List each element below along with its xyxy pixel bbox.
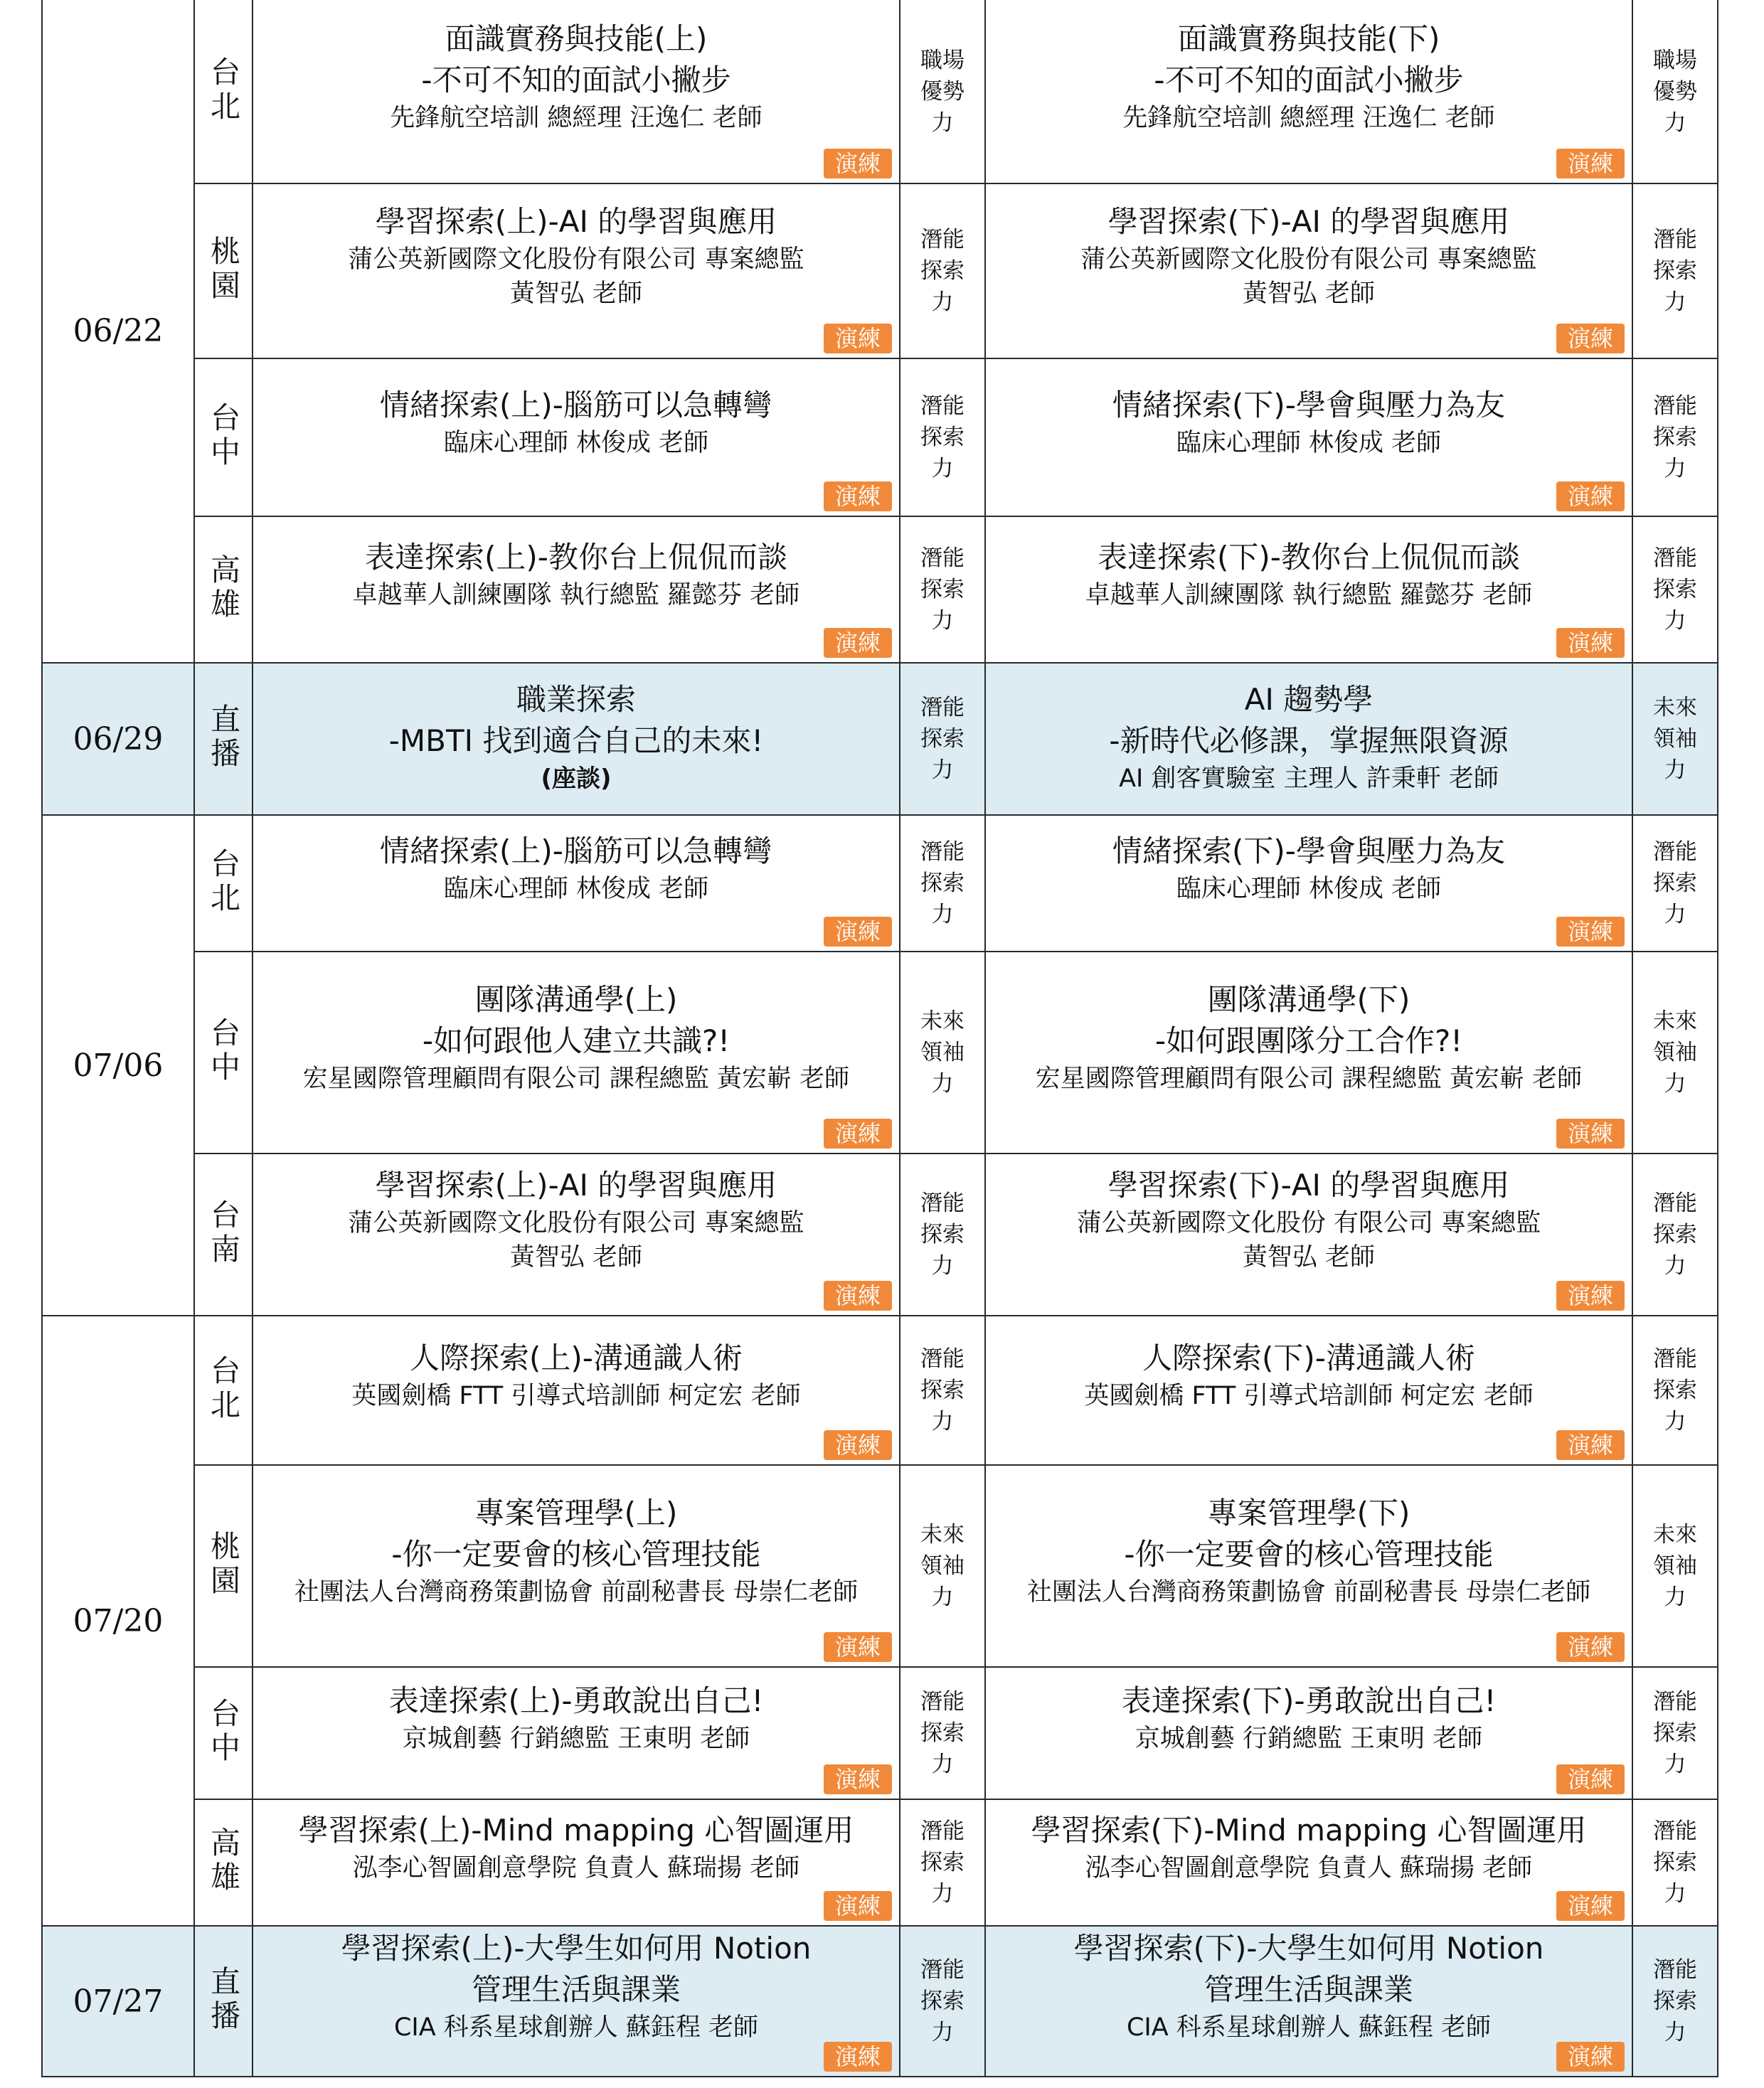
practice-badge[interactable]: 演練	[824, 917, 892, 947]
practice-badge[interactable]: 演練	[1556, 481, 1625, 511]
category-label: 潛能探索力	[1653, 393, 1697, 481]
practice-badge[interactable]: 演練	[1556, 1891, 1625, 1921]
course-teacher-name: 黃智弘 老師	[509, 1243, 643, 1272]
date-cell: 06/22	[42, 0, 194, 663]
table-row	[42, 183, 1718, 358]
table-row	[42, 0, 1718, 183]
category-cell	[900, 815, 985, 952]
table-row	[42, 1667, 1718, 1799]
city-cell	[194, 0, 253, 183]
city-cell	[194, 1667, 253, 1799]
course-right	[985, 1154, 1632, 1316]
category-cell	[900, 0, 985, 183]
course-teacher-name: 黃智弘 老師	[1242, 279, 1376, 308]
date-cell: 07/06	[42, 815, 194, 1316]
course-left	[253, 1316, 900, 1465]
table-row	[42, 1926, 1718, 2077]
category-label: 未來領袖力	[920, 1522, 965, 1610]
category-label: 潛能探索力	[920, 1689, 965, 1777]
table-row	[42, 358, 1718, 516]
course-note: (座談)	[541, 765, 612, 793]
course-right	[985, 663, 1632, 815]
city-label: 台北	[206, 848, 241, 916]
category-cell	[1632, 1465, 1718, 1667]
course-left	[253, 183, 900, 358]
course-subtitle: 管理生活與課業	[1204, 1972, 1413, 2007]
category-label: 未來領袖力	[1653, 1008, 1697, 1097]
course-right	[985, 516, 1632, 663]
course-right	[985, 1799, 1632, 1926]
city-cell	[194, 663, 253, 815]
course-teacher: 英國劍橋 FTT 引導式培訓師 柯定宏 老師	[351, 1382, 801, 1410]
city-cell	[194, 358, 253, 516]
course-subtitle: -不可不知的面試小撇步	[421, 62, 731, 97]
course-title: 職業探索	[516, 682, 636, 717]
category-label: 潛能探索力	[920, 839, 965, 927]
course-left	[253, 952, 900, 1154]
table-row	[42, 952, 1718, 1154]
table-row	[42, 1465, 1718, 1667]
course-right	[985, 183, 1632, 358]
course-teacher: 卓越華人訓練團隊 執行總監 羅懿芬 老師	[1085, 581, 1533, 609]
course-teacher: 先鋒航空培訓 總經理 汪逸仁 老師	[390, 103, 763, 132]
category-cell	[900, 516, 985, 663]
city-cell	[194, 1799, 253, 1926]
category-cell	[900, 1667, 985, 1799]
date-cell: 07/27	[42, 1926, 194, 2077]
city-label: 台中	[206, 402, 241, 470]
city-label: 台北	[206, 1355, 241, 1423]
course-teacher: 先鋒航空培訓 總經理 汪逸仁 老師	[1122, 103, 1495, 132]
category-label: 潛能探索力	[1653, 227, 1697, 315]
course-teacher: CIA 科系星球創辦人 蘇鈺程 老師	[1126, 2013, 1492, 2042]
course-teacher: 蒲公英新國際文化股份有限公司 專案總監	[1080, 245, 1537, 274]
course-left	[253, 358, 900, 516]
city-label: 高雄	[206, 1827, 241, 1895]
table-row	[42, 516, 1718, 663]
course-title: 學習探索(上)-AI 的學習與應用	[375, 204, 777, 239]
category-cell	[900, 1926, 985, 2077]
city-cell	[194, 1926, 253, 2077]
table-row	[42, 1316, 1718, 1465]
course-teacher-name: 黃智弘 老師	[509, 279, 643, 308]
course-title: 學習探索(下)-Mind mapping 心智圖運用	[1031, 1813, 1587, 1848]
city-label: 台南	[206, 1199, 241, 1267]
course-left	[253, 1926, 900, 2077]
category-cell	[1632, 1799, 1718, 1926]
category-label: 潛能探索力	[1653, 1818, 1697, 1907]
table-row	[42, 1154, 1718, 1316]
course-teacher: 蒲公英新國際文化股份有限公司 專案總監	[348, 245, 804, 274]
category-cell	[1632, 358, 1718, 516]
table-row	[42, 815, 1718, 952]
category-cell	[900, 1154, 985, 1316]
city-label: 台中	[206, 1698, 241, 1766]
category-cell	[900, 663, 985, 815]
practice-badge[interactable]: 演練	[824, 1891, 892, 1921]
category-label: 潛能探索力	[920, 1957, 965, 2045]
course-left	[253, 0, 900, 183]
course-teacher: 社團法人台灣商務策劃協會 前副秘書長 母崇仁老師	[1026, 1578, 1591, 1607]
course-teacher-name: 黃智弘 老師	[1242, 1243, 1376, 1272]
practice-badge[interactable]: 演練	[1556, 917, 1625, 947]
course-subtitle: 管理生活與課業	[471, 1972, 681, 2007]
city-label: 台中	[206, 1017, 241, 1085]
course-title: 表達探索(下)-教你台上侃侃而談	[1098, 540, 1520, 575]
course-teacher: 臨床心理師 林俊成 老師	[443, 429, 709, 457]
course-title: 專案管理學(上)	[474, 1496, 678, 1530]
city-label: 台北	[206, 55, 241, 124]
category-label: 潛能探索力	[1653, 839, 1697, 927]
category-cell	[1632, 1316, 1718, 1465]
category-label: 潛能探索力	[920, 1818, 965, 1907]
city-cell	[194, 1154, 253, 1316]
course-teacher: 蒲公英新國際文化股份有限公司 專案總監	[348, 1209, 804, 1237]
course-left	[253, 663, 900, 815]
category-cell	[1632, 663, 1718, 815]
table-row	[42, 663, 1718, 815]
course-teacher: CIA 科系星球創辦人 蘇鈺程 老師	[393, 2013, 759, 2042]
practice-badge[interactable]: 演練	[824, 324, 892, 353]
course-teacher: 臨床心理師 林俊成 老師	[1176, 429, 1442, 457]
course-title: 學習探索(下)-AI 的學習與應用	[1107, 1168, 1510, 1203]
category-cell	[900, 1799, 985, 1926]
category-label: 潛能探索力	[1653, 1957, 1697, 2045]
practice-badge[interactable]: 演練	[1556, 1632, 1625, 1662]
practice-badge[interactable]: 演練	[824, 1430, 892, 1460]
practice-badge[interactable]: 演練	[824, 628, 892, 658]
course-subtitle: -你一定要會的核心管理技能	[391, 1537, 761, 1572]
practice-badge[interactable]: 演練	[1556, 1281, 1625, 1311]
practice-badge[interactable]: 演練	[824, 1764, 892, 1794]
course-title: AI 趨勢學	[1244, 682, 1374, 717]
category-cell	[900, 952, 985, 1154]
city-cell	[194, 183, 253, 358]
course-title: 面識實務與技能(下)	[1177, 21, 1440, 56]
category-cell	[1632, 815, 1718, 952]
course-title: 團隊溝通學(上)	[474, 982, 678, 1017]
course-title: 人際探索(下)-溝通識人術	[1142, 1341, 1475, 1375]
course-teacher: 宏星國際管理顧問有限公司 課程總監 黃宏嶄 老師	[302, 1065, 850, 1093]
city-label: 直播	[206, 1966, 241, 2034]
category-label: 潛能探索力	[1653, 1346, 1697, 1434]
course-title: 情緒探索(下)-學會與壓力為友	[1112, 388, 1505, 422]
category-label: 潛能探索力	[1653, 1689, 1697, 1777]
practice-badge[interactable]: 演練	[824, 2042, 892, 2072]
course-teacher: 京城創藝 行銷總監 王東明 老師	[1135, 1725, 1483, 1753]
category-cell	[1632, 1154, 1718, 1316]
course-teacher: AI 創客實驗室 主理人 許秉軒 老師	[1119, 765, 1499, 793]
practice-badge[interactable]: 演練	[1556, 2042, 1625, 2072]
category-cell	[900, 358, 985, 516]
category-label: 未來領袖力	[1653, 695, 1697, 783]
course-teacher: 泓李心智圖創意學院 負責人 蘇瑞揚 老師	[352, 1854, 800, 1882]
category-label: 未來領袖力	[920, 1008, 965, 1097]
course-teacher: 蒲公英新國際文化股份 有限公司 專案總監	[1076, 1209, 1541, 1237]
practice-badge[interactable]: 演練	[824, 1632, 892, 1662]
category-label: 未來領袖力	[1653, 1522, 1697, 1610]
course-right	[985, 952, 1632, 1154]
course-subtitle: -如何跟他人建立共識?!	[422, 1023, 730, 1058]
course-title: 學習探索(上)-Mind mapping 心智圖運用	[298, 1813, 854, 1848]
course-teacher: 英國劍橋 FTT 引導式培訓師 柯定宏 老師	[1084, 1382, 1534, 1410]
course-title: 情緒探索(上)-腦筋可以急轉彎	[380, 388, 772, 422]
city-label: 直播	[206, 703, 241, 772]
course-title: 面識實務與技能(上)	[445, 21, 708, 56]
category-cell	[1632, 952, 1718, 1154]
course-subtitle: -如何跟團隊分工合作?!	[1154, 1023, 1463, 1058]
practice-badge[interactable]: 演練	[1556, 628, 1625, 658]
course-right	[985, 0, 1632, 183]
practice-badge[interactable]: 演練	[824, 1119, 892, 1149]
category-cell	[1632, 516, 1718, 663]
course-left	[253, 1667, 900, 1799]
course-title: 團隊溝通學(下)	[1207, 982, 1410, 1017]
date-cell: 06/29	[42, 663, 194, 815]
date-cell: 07/20	[42, 1316, 194, 1926]
course-title: 學習探索(上)-大學生如何用 Notion	[341, 1931, 812, 1966]
course-title: 專案管理學(下)	[1207, 1496, 1410, 1530]
category-label: 潛能探索力	[1653, 545, 1697, 634]
course-teacher: 臨床心理師 林俊成 老師	[1176, 875, 1442, 903]
category-label: 潛能探索力	[920, 1346, 965, 1434]
course-subtitle: -你一定要會的核心管理技能	[1124, 1537, 1494, 1572]
category-cell	[1632, 1926, 1718, 2077]
category-label: 潛能探索力	[920, 545, 965, 634]
category-cell	[900, 1316, 985, 1465]
course-subtitle: -MBTI 找到適合自己的未來!	[388, 723, 764, 758]
course-right	[985, 815, 1632, 952]
category-label: 潛能探索力	[1653, 1191, 1697, 1279]
course-title: 學習探索(上)-AI 的學習與應用	[375, 1168, 777, 1203]
practice-badge[interactable]: 演練	[1556, 1119, 1625, 1149]
course-right	[985, 1316, 1632, 1465]
course-right	[985, 1926, 1632, 2077]
city-label: 桃園	[206, 235, 241, 304]
course-teacher: 宏星國際管理顧問有限公司 課程總監 黃宏嶄 老師	[1035, 1065, 1583, 1093]
category-cell	[900, 1465, 985, 1667]
category-cell	[1632, 183, 1718, 358]
practice-badge[interactable]: 演練	[1556, 1764, 1625, 1794]
course-right	[985, 358, 1632, 516]
city-cell	[194, 516, 253, 663]
course-right	[985, 1465, 1632, 1667]
practice-badge[interactable]: 演練	[824, 1281, 892, 1311]
category-label: 職場優勢力	[920, 47, 965, 136]
course-teacher: 社團法人台灣商務策劃協會 前副秘書長 母崇仁老師	[294, 1578, 859, 1607]
course-right	[985, 1667, 1632, 1799]
course-title: 情緒探索(下)-學會與壓力為友	[1112, 833, 1505, 868]
course-left	[253, 1154, 900, 1316]
course-subtitle: -不可不知的面試小撇步	[1154, 62, 1464, 97]
category-label: 職場優勢力	[1653, 47, 1697, 136]
category-cell	[1632, 1667, 1718, 1799]
category-label: 潛能探索力	[920, 695, 965, 783]
course-title: 情緒探索(上)-腦筋可以急轉彎	[380, 833, 772, 868]
category-label: 潛能探索力	[920, 393, 965, 481]
course-left	[253, 516, 900, 663]
course-title: 學習探索(下)-大學生如何用 Notion	[1073, 1931, 1544, 1966]
course-teacher: 京城創藝 行銷總監 王東明 老師	[402, 1725, 750, 1753]
practice-badge[interactable]: 演練	[1556, 149, 1625, 179]
course-teacher: 臨床心理師 林俊成 老師	[443, 875, 709, 903]
course-title: 表達探索(上)-教你台上侃侃而談	[365, 540, 787, 575]
category-cell	[1632, 0, 1718, 183]
category-label: 潛能探索力	[920, 1191, 965, 1279]
practice-badge[interactable]: 演練	[1556, 324, 1625, 353]
course-title: 人際探索(上)-溝通識人術	[410, 1341, 743, 1375]
city-label: 高雄	[206, 554, 241, 622]
course-teacher: 泓李心智圖創意學院 負責人 蘇瑞揚 老師	[1085, 1854, 1533, 1882]
practice-badge[interactable]: 演練	[824, 149, 892, 179]
course-teacher: 卓越華人訓練團隊 執行總監 羅懿芬 老師	[352, 581, 800, 609]
course-title: 表達探索(上)-勇敢說出自己!	[388, 1683, 764, 1718]
city-cell	[194, 952, 253, 1154]
practice-badge[interactable]: 演練	[1556, 1430, 1625, 1460]
course-left	[253, 1465, 900, 1667]
category-cell	[900, 183, 985, 358]
course-subtitle: -新時代必修課，掌握無限資源	[1109, 723, 1509, 758]
course-left	[253, 1799, 900, 1926]
course-left	[253, 815, 900, 952]
table-row	[42, 1799, 1718, 1926]
city-cell	[194, 1316, 253, 1465]
course-title: 學習探索(下)-AI 的學習與應用	[1107, 204, 1510, 239]
category-label: 潛能探索力	[920, 227, 965, 315]
city-cell	[194, 815, 253, 952]
practice-badge[interactable]: 演練	[824, 481, 892, 511]
city-label: 桃園	[206, 1530, 241, 1599]
schedule-table	[41, 0, 1718, 2077]
city-cell	[194, 1465, 253, 1667]
course-title: 表達探索(下)-勇敢說出自己!	[1121, 1683, 1497, 1718]
